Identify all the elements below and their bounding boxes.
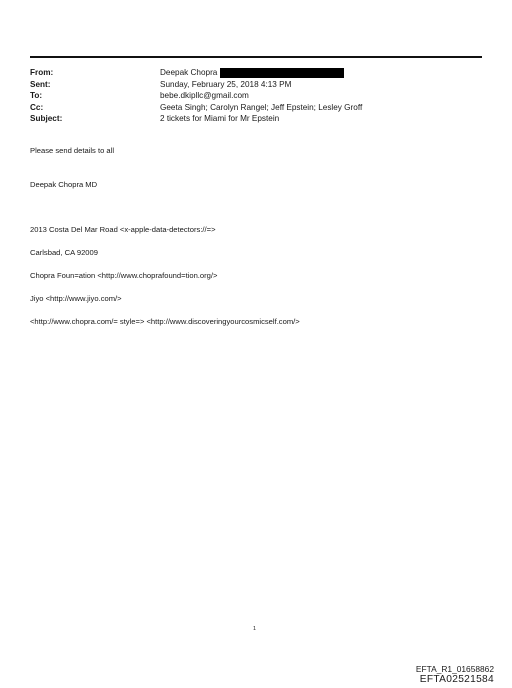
redaction-box <box>220 68 344 79</box>
email-header <box>30 67 482 125</box>
from-row <box>30 67 482 79</box>
from-value: Deepak Chopra <box>160 68 218 77</box>
cc-label: Cc: <box>30 102 44 112</box>
sent-value: Sunday, February 25, 2018 4:13 PM <box>160 79 292 89</box>
cc-row <box>30 102 482 114</box>
cc-value: Geeta Singh; Carolyn Rangel; Jeff Epstein; Lesley Groff <box>160 102 363 112</box>
signature-city: Carlsbad, CA 92009 <box>30 248 98 257</box>
subject-row <box>30 113 482 125</box>
signature-foundation-link: Chopra Foun=ation <http://www.choprafound=tion.org/> <box>30 271 218 280</box>
bates-number-secondary: EFTA02521584 <box>419 674 494 685</box>
subject-label: Subject: <box>30 114 63 123</box>
from-label: From: <box>30 68 54 77</box>
signature-name: Deepak Chopra MD <box>30 180 98 189</box>
subject-value: 2 tickets for Miami for Mr Epstein <box>160 114 280 123</box>
signature-jiyo-link: Jiyo <http://www.jiyo.com/> <box>30 294 122 303</box>
signature-address: 2013 Costa Del Mar Road <x-apple-data-detectors://=> <box>30 225 216 234</box>
to-value: bebe.dkipllc@gmail.com <box>160 91 249 100</box>
page-number: 1 <box>253 626 257 632</box>
body-message: Please send details to all <box>30 146 115 155</box>
bates-number-primary: EFTA_R1_01658862 <box>415 664 494 674</box>
to-row <box>30 90 482 102</box>
sent-label: Sent: <box>30 79 51 89</box>
to-label: To: <box>30 91 43 100</box>
sent-row <box>30 79 482 91</box>
header-divider <box>30 56 482 58</box>
signature-web-links: <http://www.chopra.com/= style=> <http://www.discoveringyourcosmicself.com/> <box>30 317 300 326</box>
